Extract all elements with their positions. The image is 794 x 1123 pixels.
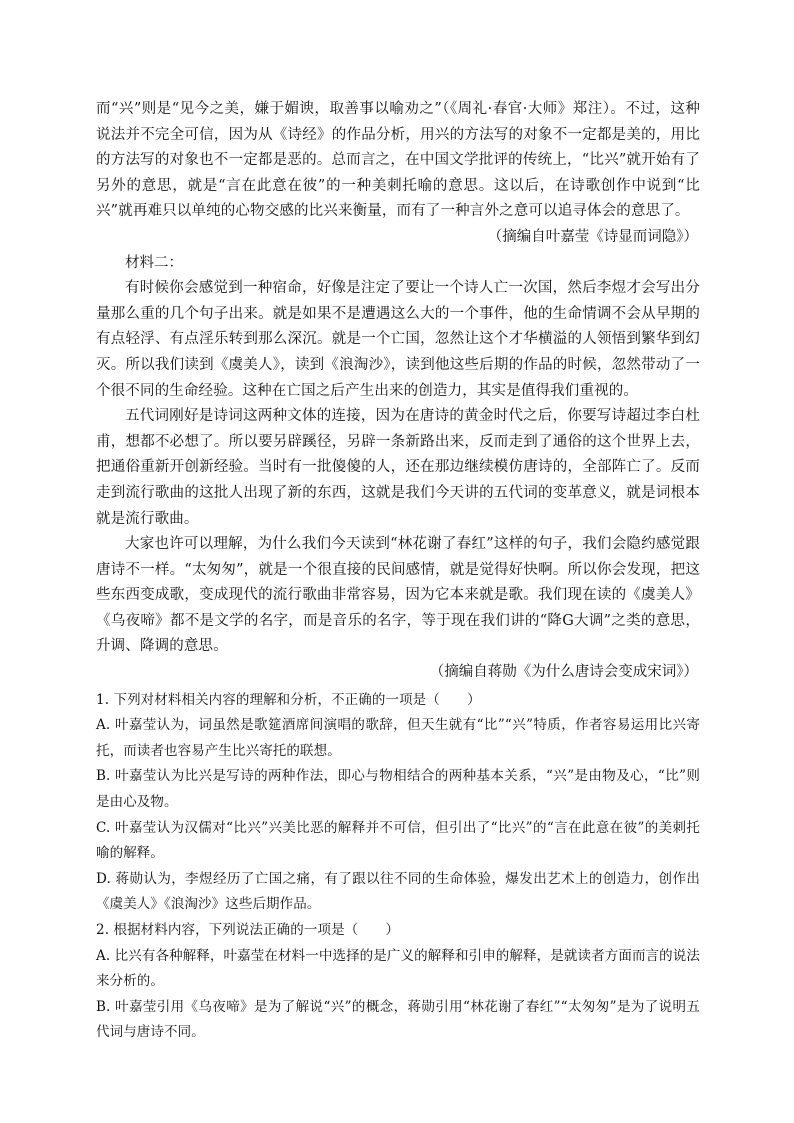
question-2-option-b: B. 叶嘉莹引用《乌夜啼》是为了解说“兴”的概念，蒋勋引用“林花谢了春红”“太匆匆”是为了说明五代词与唐诗不同。 xyxy=(96,998,700,1041)
document-page xyxy=(96,97,700,1046)
question-2-option-a: A. 比兴有各种解释，叶嘉莹在材料一中选择的是广义的解释和引申的解释，是就读者方面而言的说法来分析的。 xyxy=(96,947,700,990)
material1-source: （摘编自叶嘉莹《诗显而词隐》） xyxy=(487,228,698,245)
question-1-option-a: A. 叶嘉莹认为，词虽然是歌筵酒席间演唱的歌辞，但天生就有“比”“兴”特质，作者容易运用比兴寄托，而读者也容易产生比兴寄托的联想。 xyxy=(96,717,700,759)
material2-label: 材料二： xyxy=(125,254,183,271)
material2-source: （摘编自蒋勋《为什么唐诗会变成宋词》） xyxy=(429,664,698,681)
material2-paragraph-3: 大家也许可以理解，为什么我们今天读到“林花谢了春红”这样的句子，我们会隐约感觉跟唐诗不一样。“太匆匆”，就是一个很直接的民间感情，就是觉得好快啊。所以你会发现，把这些东西变成歌，变成现代的流行歌曲非常容易，因为它本来就是歌。我们现在读的《虞美人》《乌夜啼》都不是文学的名字，而是音乐的名字，等于现在我们讲的“降G大调”之类的意思，升调、降调的意思。 xyxy=(96,536,700,655)
question-1-option-d: D. 蒋勋认为，李煜经历了亡国之痛，有了跟以往不同的生命体验，爆发出艺术上的创造力，创作出《虞美人》《浪淘沙》这些后期作品。 xyxy=(96,870,700,913)
material2-paragraph-2: 五代词刚好是诗词这两种文体的连接，因为在唐诗的黄金时代之后，你要写诗超过李白杜甫，想都不必想了。所以要另辟蹊径，另辟一条新路出来，反而走到了通俗的这个世界上去，把通俗重新开创新经验。当时有一批傻傻的人，还在那边继续模仿唐诗的，全部阵亡了。反而走到流行歌曲的这批人出现了新的东西，这就是我们今天讲的五代词的变革意义，就是词根本就是流行歌曲。 xyxy=(96,408,700,527)
question-2-stem: 2. 根据材料内容，下列说法正确的一项是（ ） xyxy=(96,922,400,938)
material2-paragraph-1: 有时候你会感觉到一种宿命，好像是注定了要让一个诗人亡一次国，然后李煜才会写出分量那么重的几个句子出来。就是如果不是遭遇这么大的一个事件，他的生命情调不会从早期的有点轻浮、有点淫乐转到那么深沉。就是一个亡国，忽然让这个才华横溢的人领悟到繁华到幻灭。所以我们读到《虞美人》，读到《浪淘沙》，读到他这些后期的作品的时候，忽然带动了一个很不同的生命经验。这种在亡国之后产生出来的创造力，其实是值得我们重视的。 xyxy=(96,280,700,399)
question-1-option-b: B. 叶嘉莹认为比兴是写诗的两种作法，即心与物相结合的两种基本关系，“兴”是由物及心，“比”则是由心及物。 xyxy=(96,768,700,811)
material1-paragraph: 而“兴”则是“见今之美，嫌于媚谀，取善事以喻劝之”（《周礼·春官·大师》郑注）。不过，这种说法并不完全可信，因为从《诗经》的作品分析，用兴的方法写的对象不一定都是美的，用比的方法写的对象也不一定都是恶的。总而言之，在中国文学批评的传统上，“比兴”就开始有了另外的意思，就是“言在此意在彼”的一种美刺托喻的意思。这以后，在诗歌创作中说到“比兴”就再难只以单纯的心物交感的比兴来衡量，而有了一种言外之意可以追寻体会的意思了。 xyxy=(96,101,700,220)
question-1-option-c: C. 叶嘉莹认为汉儒对“比兴”兴美比恶的解释并不可信，但引出了“比兴”的“言在此意在彼”的美刺托喻的解释。 xyxy=(96,819,700,862)
question-1-stem: 1. 下列对材料相关内容的理解和分析，不正确的一项是（ ） xyxy=(96,691,481,708)
